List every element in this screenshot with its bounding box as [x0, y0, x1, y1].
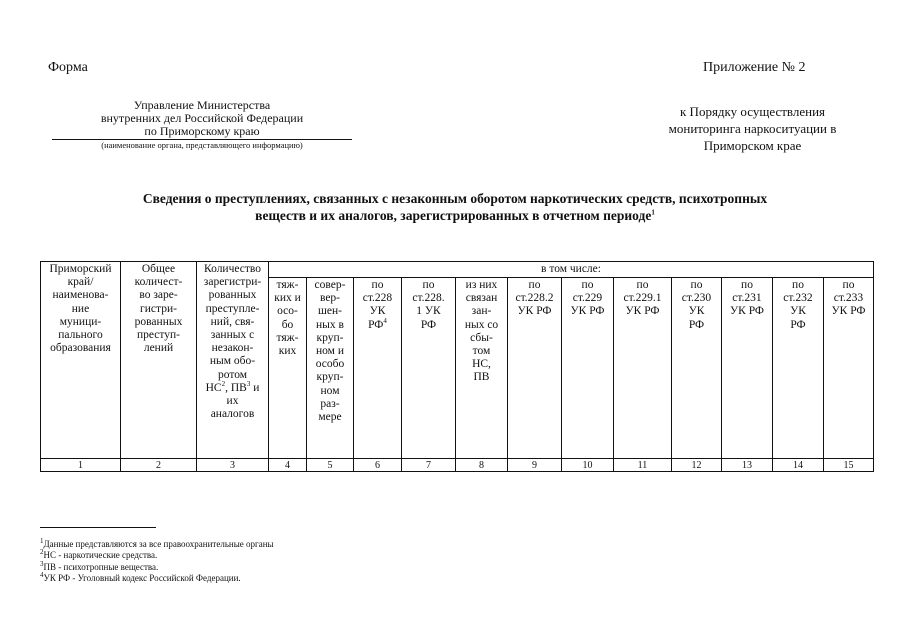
header-col-10: [562, 278, 614, 459]
procedure-line-1: к Порядку осуществления: [679, 104, 826, 119]
organization-line-3: по Приморскому краю: [144, 124, 260, 138]
rf-footnote-mark: 4: [383, 316, 387, 325]
appendix-label: Приложение № 2: [703, 60, 806, 75]
cell-line: по: [690, 279, 703, 291]
header-col-14-text: [774, 279, 822, 332]
cell-line: РФ: [420, 318, 437, 331]
cell-line: ным обо-: [209, 355, 256, 368]
cell-line: бо: [281, 318, 294, 331]
cell-line: по: [581, 279, 594, 291]
column-number: 2: [121, 459, 197, 472]
footnote-2-text: НС - наркотические средства.: [43, 550, 158, 561]
cell-line: незакон-: [211, 342, 254, 355]
cell-line: ст.229.1: [623, 292, 662, 305]
cell-line: занных с: [210, 329, 255, 342]
ns-label: НС: [205, 381, 222, 394]
header-col-6: [354, 278, 402, 459]
cell-line: муници-: [59, 315, 102, 328]
footnote-4-mark: 4: [40, 570, 44, 579]
column-number: 8: [456, 459, 508, 472]
title-line-2: [90, 207, 820, 224]
footnotes: [40, 539, 274, 584]
cell-line: УК РФ: [730, 305, 764, 318]
organization-line-1: Управление Министерства: [133, 98, 271, 112]
organization-block: [52, 99, 352, 151]
header-col-7: [402, 278, 456, 459]
cell-line: ст.229: [572, 292, 603, 305]
ns-footnote-mark: 2: [221, 380, 226, 388]
organization-line-2: внутренних дел Российской Федерации: [100, 111, 304, 125]
and-label: и: [250, 381, 260, 394]
cell-line: ст.228: [362, 292, 393, 305]
cell-line: ПВ: [473, 371, 490, 384]
cell-line: РФ: [688, 318, 705, 331]
cell-line: край/: [67, 276, 94, 289]
header-col-1-text: [42, 263, 119, 355]
cell-line: ких и: [274, 292, 301, 305]
cell-line: преступле-: [205, 302, 260, 315]
cell-line: шен-: [318, 305, 342, 318]
cell-line: тяж-: [276, 331, 299, 344]
cell-line: НС,: [472, 358, 491, 371]
cell-line: по: [422, 279, 435, 291]
cell-line: ном и: [316, 345, 344, 358]
cell-line: том: [472, 345, 491, 358]
cell-line: наименова-: [52, 289, 109, 302]
cell-line: совер-: [314, 279, 346, 291]
column-number: 12: [672, 459, 722, 472]
cell-line: гистри-: [140, 302, 177, 315]
header-col-3-ns-pv: [198, 382, 267, 395]
cell-line: лений: [143, 342, 174, 355]
cell-line: ких: [278, 345, 297, 358]
header-col-5: [307, 278, 354, 459]
cell-line: УК РФ: [517, 305, 552, 318]
cell-line: образования: [50, 342, 111, 355]
column-number: 9: [508, 459, 562, 472]
header-col-8-text: [457, 279, 506, 385]
cell-line: Приморский: [49, 263, 112, 275]
cell-line: во заре-: [139, 289, 178, 302]
cell-line: по: [792, 279, 804, 291]
header-col-6-rf: [355, 316, 400, 332]
column-number: 4: [269, 459, 307, 472]
title-line-1: Сведения о преступлениях, связанных с незаконным оборотом наркотических средств, психотропных: [142, 191, 768, 206]
cell-line: по: [741, 279, 753, 291]
cell-line: Количество: [204, 263, 261, 275]
footnote-1-text: Данные представляются за все правоохранительные органы: [43, 539, 274, 549]
header-col-12-text: [673, 279, 720, 332]
footnote-separator: [40, 527, 156, 528]
header-col-5-text: [308, 279, 352, 424]
header-col-9: [508, 278, 562, 459]
rf-label: РФ: [368, 318, 384, 331]
cell-line: зан-: [471, 305, 492, 318]
header-col-1: [41, 262, 121, 459]
header-col-7-text: [403, 279, 454, 332]
cell-line: 1 УК: [416, 305, 441, 318]
cell-line: ном: [320, 384, 340, 397]
header-col-10-text: [563, 279, 612, 319]
cell-line: пального: [58, 329, 103, 342]
cell-line: раз-: [320, 397, 340, 410]
cell-line: по: [842, 279, 855, 291]
title-footnote-mark: 1: [651, 208, 655, 217]
cell-line: рованных: [134, 315, 183, 328]
footnote-3-text: ПВ - психотропные вещества.: [43, 561, 159, 572]
footnote-3: [40, 559, 274, 573]
cell-line: Общее: [141, 263, 176, 275]
column-number: 11: [614, 459, 672, 472]
cell-line: ст.232: [783, 292, 813, 305]
cell-line: их: [226, 395, 239, 408]
cell-line: особо: [315, 358, 345, 371]
column-number: 1: [41, 459, 121, 472]
footnote-4-text: УК РФ - Уголовный кодекс Российской Федерации.: [43, 572, 241, 583]
footnote-1: [40, 539, 274, 550]
header-col-4-text: [270, 279, 305, 358]
cell-line: рованных: [208, 289, 257, 302]
document-title: [90, 190, 820, 224]
procedure-line-3: Приморском крае: [703, 138, 802, 153]
cell-line: связан: [465, 292, 498, 305]
cell-line: УК РФ: [625, 305, 660, 318]
group-header-including: в том числе:: [269, 262, 874, 278]
cell-line: УК РФ: [831, 305, 866, 318]
footnote-2-mark: 2: [40, 548, 44, 557]
cell-line: тяж-: [276, 279, 299, 291]
cell-line: преступ-: [136, 329, 180, 342]
cell-line: зарегистри-: [203, 276, 262, 289]
header-col-13: [722, 278, 773, 459]
cell-line: круп-: [316, 371, 344, 384]
column-number: 13: [722, 459, 773, 472]
cell-line: ст.231: [732, 292, 762, 305]
cell-line: по: [371, 279, 384, 291]
header-col-15: [824, 278, 874, 459]
footnote-3-mark: 3: [40, 559, 44, 568]
cell-line: осо-: [277, 305, 298, 318]
header-col-13-text: [723, 279, 771, 319]
form-label: Форма: [48, 60, 88, 75]
cell-line: мере: [318, 411, 342, 424]
header-col-3-tail: [198, 395, 267, 421]
cell-line: по: [636, 279, 649, 291]
footnote-1-mark: 1: [40, 537, 44, 545]
pv-label: , ПВ: [225, 381, 247, 394]
cell-line: аналогов: [210, 408, 255, 421]
cell-line: ст.233: [833, 292, 864, 305]
footnote-4: [40, 570, 274, 584]
header-col-9-text: [509, 279, 560, 319]
cell-line: ст.228.2: [515, 292, 554, 305]
organization-caption: (наименование органа, представляющего информацию): [101, 140, 303, 150]
column-number: 14: [773, 459, 824, 472]
header-col-3: [197, 262, 269, 459]
column-number: 5: [307, 459, 354, 472]
procedure-reference: [650, 103, 855, 154]
cell-line: ных в: [316, 318, 344, 331]
header-col-15-text: [825, 279, 872, 319]
cell-line: по: [528, 279, 541, 291]
cell-line: ний, свя-: [210, 315, 255, 328]
header-col-11-text: [615, 279, 670, 319]
cell-line: ст.228.: [412, 292, 445, 305]
cell-line: УК РФ: [570, 305, 605, 318]
cell-line: УК: [688, 305, 705, 318]
header-col-4: [269, 278, 307, 459]
column-number: 10: [562, 459, 614, 472]
header-col-2-text: [122, 263, 195, 355]
cell-line: ных со: [464, 318, 499, 331]
cell-line: ротом: [217, 368, 248, 381]
cell-line: количест-: [134, 276, 183, 289]
cell-line: УК: [369, 305, 386, 318]
header-col-6-text: [355, 279, 400, 319]
column-number: 15: [824, 459, 874, 472]
procedure-line-2: мониторинга наркоситуации в: [668, 121, 837, 136]
cell-line: УК: [790, 305, 806, 318]
column-number: 7: [402, 459, 456, 472]
cell-line: ст.230: [681, 292, 712, 305]
header-col-3-text: [198, 263, 267, 382]
header-col-14: [773, 278, 824, 459]
title-line-2-text: веществ и их аналогов, зарегистрированных в отчетном периоде: [255, 208, 652, 223]
crime-statistics-table: [40, 261, 874, 472]
column-number: 3: [197, 459, 269, 472]
cell-line: вер-: [319, 292, 341, 305]
header-col-2: [121, 262, 197, 459]
cell-line: сбы-: [470, 331, 493, 344]
cell-line: из них: [465, 279, 498, 291]
cell-line: РФ: [790, 318, 806, 331]
cell-line: ние: [71, 302, 90, 315]
header-col-11: [614, 278, 672, 459]
pv-footnote-mark: 3: [246, 380, 251, 388]
footnote-2: [40, 550, 274, 561]
header-col-8: [456, 278, 508, 459]
cell-line: круп-: [316, 331, 344, 344]
column-number: 6: [354, 459, 402, 472]
header-col-12: [672, 278, 722, 459]
